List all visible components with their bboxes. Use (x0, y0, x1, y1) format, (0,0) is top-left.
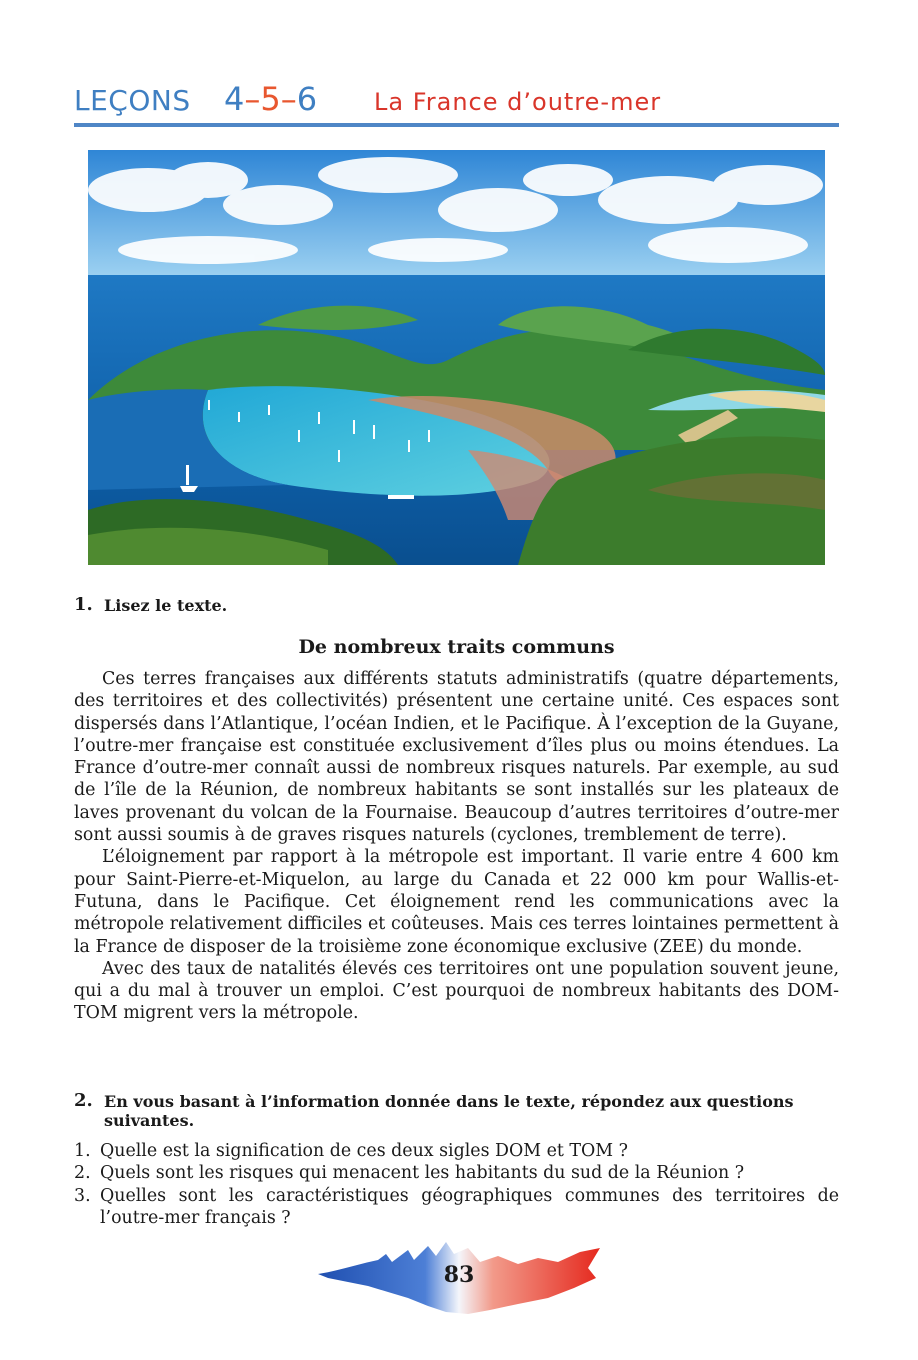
question-text: Quelle est la signification de ces deux sigles DOM et TOM ? (100, 1141, 628, 1161)
question-text: Quels sont les risques qui menacent les habitants du sud de la Réunion ? (100, 1163, 745, 1184)
question-list (74, 1140, 839, 1229)
lesson-header (74, 80, 839, 120)
question-number: 2. (74, 1163, 91, 1184)
article-paragraph: L’éloignement par rapport à la métropole est important. Il varie entre 4 600 km pour Saint-Pierre-et-Miquelon, au large du Canada et 22 000 km pour Wallis-et-Futuna, dans le Pacifique. Cet éloignement rend les communications avec la métropole relativement difficiles et coûteuses. Mais ces terres lointaines permettent à la France de disposer de la troisième zone économique exclusive (ZEE) du monde. (74, 847, 839, 957)
lesson-number-first: 4 (224, 80, 245, 118)
page-number: 83 (443, 1262, 475, 1288)
question-item (74, 1185, 839, 1230)
article-body (74, 668, 839, 1025)
task-instruction: En vous basant à l’information donnée dans le texte, répondez aux questions suivantes. (104, 1092, 794, 1130)
question-number: 3. (74, 1185, 91, 1206)
article-paragraph: Ces terres françaises aux différents statuts administratifs (quatre départements, des territoires et des collectivités) présentent une certaine unité. Ces espaces sont dispersés dans l’Atlantique, l’océan Indien, et le Pacifique. À l’exception de la Guyane, l’outre-mer française est constituée exclusivement d’îles plus ou moins étendues. La France d’outre-mer connaît aussi de nombreux risques naturels. Par exemple, au sud de l’île de la Réunion, de nombreux habitants se sont installés sur les plateaux de laves provenant du volcan de la Fournaise. Beaucoup d’autres territoires d’outre-mer sont aussi soumis à de graves risques naturels (cyclones, tremblement de terre). (74, 669, 839, 846)
lesson-number-separator: – (244, 80, 261, 118)
page-footer (318, 1238, 600, 1318)
lessons-label: LEÇONS (74, 84, 191, 117)
lesson-number-separator: – (280, 80, 297, 118)
lesson-subtitle: La France d’outre-mer (374, 88, 662, 116)
article-title: De nombreux traits communs (298, 636, 615, 658)
question-number: 1. (74, 1141, 91, 1161)
header-divider (74, 123, 839, 127)
task-instruction: Lisez le texte. (104, 596, 228, 615)
question-item (74, 1162, 839, 1184)
question-item (74, 1140, 839, 1162)
question-text: Quelles sont les caractéristiques géographiques communes des territoires de l’outre-mer français ? (100, 1185, 839, 1228)
article-paragraph: Avec des taux de natalités élevés ces territoires ont une population souvent jeune, qui a du mal à trouver un emploi. C’est pourquoi de nombreux habitants des DOM-TOM migrent vers la métropole. (74, 958, 839, 1024)
task-number: 1. (74, 594, 93, 615)
lesson-numbers (224, 80, 317, 118)
lesson-number-last: 6 (296, 80, 318, 118)
island-bay-photo (88, 150, 825, 565)
lesson-number-middle: 5 (260, 80, 281, 118)
task-number: 2. (74, 1090, 93, 1111)
